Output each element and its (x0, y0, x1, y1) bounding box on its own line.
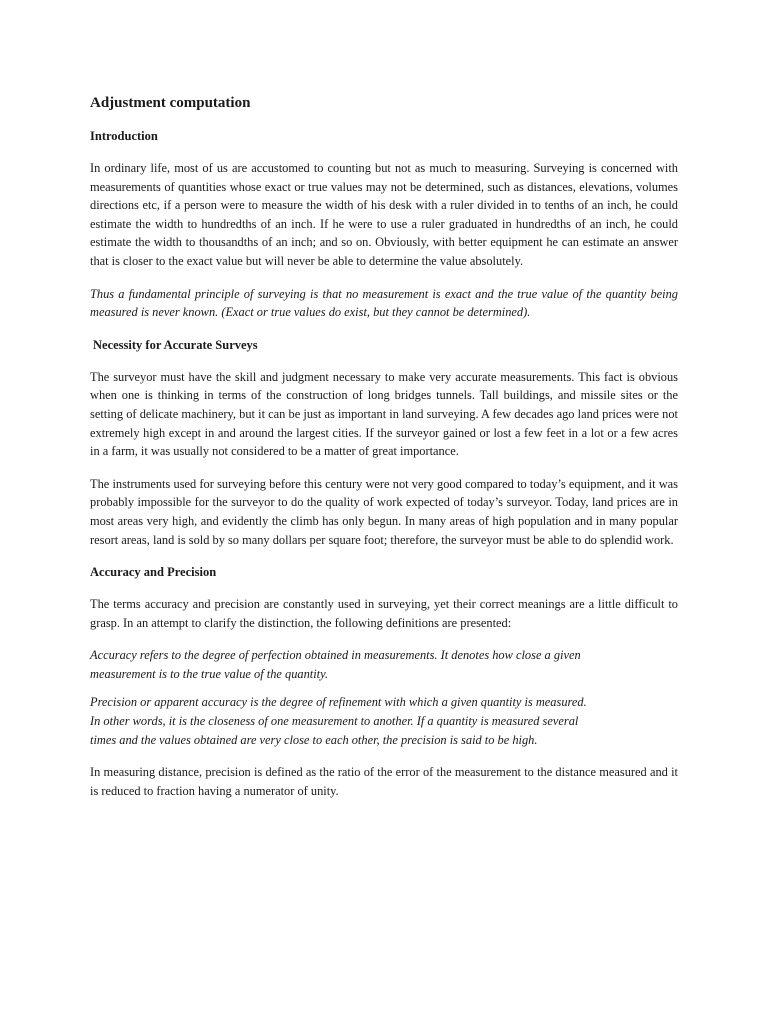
definition-precision: Precision or apparent accuracy is the degree of refinement with which a given quantity is measured. In other words, it is the closeness of one measurement to another. If a quantity is measured several times and the values obtained are very close to each other, the precision is said to be high. (90, 695, 587, 747)
paragraph-accuracy-intro: The terms accuracy and precision are constantly used in surveying, yet their correct meanings are a little difficult to grasp. In an attempt to clarify the distinction, the following definitions are presented: (90, 597, 678, 630)
paragraph-necessity-2: The instruments used for surveying before this century were not very good compared to today’s equipment, and it was probably impossible for the surveyor to do the quality of work expected of today’s surveyor. Today, land prices are in most areas very high, and evidently the climb has only begun. In many areas of high population and in many popular resort areas, land is sold by so many dollars per square foot; therefore, the surveyor must be able to do splendid work. (90, 476, 678, 547)
paragraph-necessity-1: The surveyor must have the skill and judgment necessary to make very accurate measurements. This fact is obvious when one is thinking in terms of the construction of long bridges tunnels. Tall buildings, and missile sites or the setting of delicate machinery, but it can be just as important in land surveying. A few decades ago land prices were not extremely high except in and around the largest cities. If the surveyor gained or lost a few feet in a lot or a few acres in a farm, it was usually not considered to be a matter of great importance. (90, 369, 678, 459)
paragraph-introduction: In ordinary life, most of us are accustomed to counting but not as much to measuring. Surveying is concerned with measurements of quantities whose exact or true values may not be determined, such as distances, elevations, volumes directions etc, if a person were to measure the width of his desk with a ruler divided in to tenths of an inch, he could estimate the width to hundredths of an inch. If he were to use a ruler graduated in hundredths of an inch, he could estimate the width to thousandths of an inch; and so on. Obviously, with better equipment he can estimate an answer that is closer to the exact value but will never be able to determine the value absolutely. (90, 161, 678, 268)
document-title: Adjustment computation (90, 95, 251, 111)
section-heading-accuracy: Accuracy and Precision (90, 565, 217, 580)
section-heading-necessity: Necessity for Accurate Surveys (93, 337, 258, 352)
section-heading-introduction: Introduction (90, 129, 158, 143)
document-page (90, 92, 678, 814)
paragraph-fundamental-principle: Thus a fundamental principle of surveying is that no measurement is exact and the true value of the quantity being measured is never known. (Exact or true values do exist, but they cannot be determined). (90, 286, 678, 320)
paragraph-distance-precision: In measuring distance, precision is defined as the ratio of the error of the measurement to the distance measured and it is reduced to fraction having a numerator of unity. (90, 765, 678, 798)
definition-accuracy: Accuracy refers to the degree of perfection obtained in measurements. It denotes how close a given measurement is to the true value of the quantity. (90, 648, 581, 681)
